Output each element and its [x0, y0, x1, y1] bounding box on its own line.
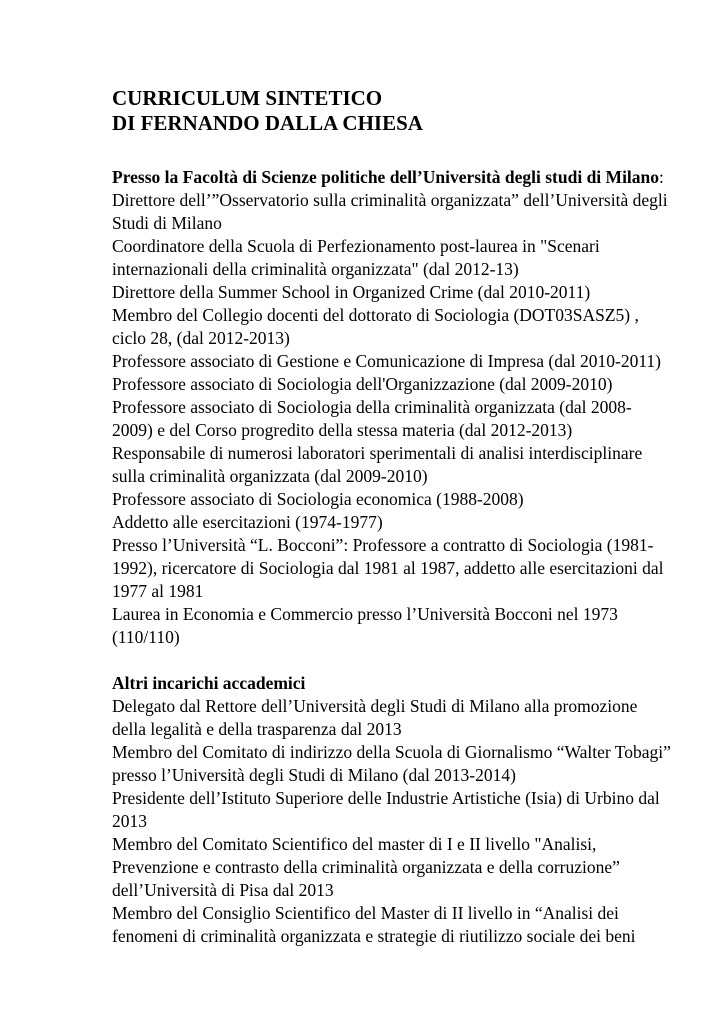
- list-item: Professore associato di Sociologia economica (1988-2008): [112, 489, 524, 509]
- list-item: Responsabile di numerosi laboratori sperimentali di analisi interdisciplinare sulla criminalità organizzata (dal 2009-2010): [112, 443, 643, 486]
- list-item: Professore associato di Sociologia dell'Organizzazione (dal 2009-2010): [112, 374, 613, 394]
- section-heading-text: Presso la Facoltà di Scienze politiche dell’Università degli studi di Milano: [112, 167, 660, 187]
- list-item: Membro del Consiglio Scientifico del Master di II livello in “Analisi dei fenomeni di criminalità organizzata e strategie di riutilizzo sociale dei beni: [112, 903, 636, 946]
- title-line-1: CURRICULUM SINTETICO: [112, 86, 383, 110]
- section-heading-colon: :: [659, 167, 664, 187]
- document-page: [112, 86, 672, 948]
- document-title: [112, 86, 672, 136]
- list-item: Addetto alle esercitazioni (1974-1977): [112, 512, 383, 532]
- list-item: Delegato dal Rettore dell’Università degli Studi di Milano alla promozione della legalità e della trasparenza dal 2013: [112, 696, 638, 739]
- list-item: Direttore della Summer School in Organized Crime (dal 2010-2011): [112, 282, 591, 302]
- section-other-roles: [112, 672, 672, 948]
- list-item: Professore associato di Sociologia della criminalità organizzata (dal 2008-2009) e del Corso progredito della stessa materia (dal 2012-2013): [112, 397, 632, 440]
- section-faculty: [112, 166, 672, 649]
- list-item: Membro del Collegio docenti del dottorato di Sociologia (DOT03SASZ5) , ciclo 28, (dal 2012-2013): [112, 305, 639, 348]
- section-heading-faculty: [112, 166, 672, 189]
- list-item: Laurea in Economia e Commercio presso l’Università Bocconi nel 1973 (110/110): [112, 604, 618, 647]
- list-item: Membro del Comitato Scientifico del master di I e II livello "Analisi, Prevenzione e contrasto della criminalità organizzata e della corruzione” dell’Università di Pisa dal 2013: [112, 834, 620, 900]
- list-item: Professore associato di Gestione e Comunicazione di Impresa (dal 2010-2011): [112, 351, 661, 371]
- list-item: Presidente dell’Istituto Superiore delle Industrie Artistiche (Isia) di Urbino dal 2013: [112, 788, 660, 831]
- title-line-2: DI FERNANDO DALLA CHIESA: [112, 111, 423, 135]
- list-item: Presso l’Università “L. Bocconi”: Professore a contratto di Sociologia (1981-1992), ricercatore di Sociologia dal 1981 al 1987, addetto alle esercitazioni dal 1977 al 1981: [112, 535, 664, 601]
- list-item: Coordinatore della Scuola di Perfezionamento post-laurea in "Scenari internazionali della criminalità organizzata" (dal 2012-13): [112, 236, 600, 279]
- list-item: Membro del Comitato di indirizzo della Scuola di Giornalismo “Walter Tobagi” presso l’Università degli Studi di Milano (dal 2013-2014): [112, 742, 671, 785]
- section-heading-other-roles: Altri incarichi accademici: [112, 673, 306, 693]
- list-item: Direttore dell’”Osservatorio sulla criminalità organizzata” dell’Università degli Studi di Milano: [112, 190, 668, 233]
